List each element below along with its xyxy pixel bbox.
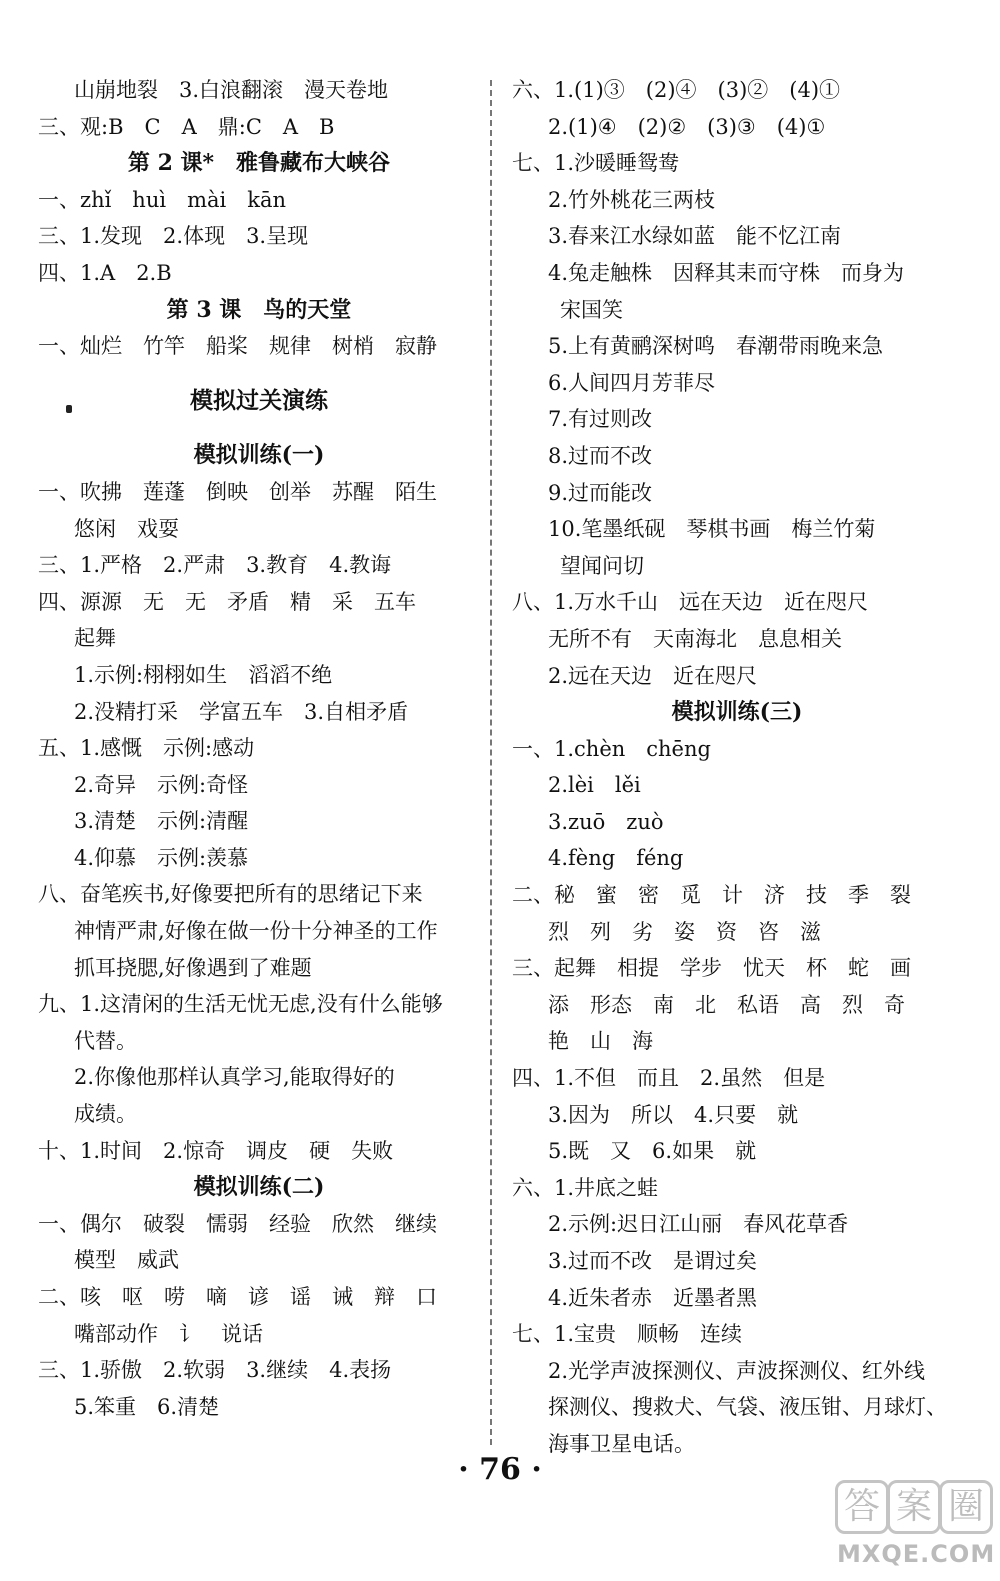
- answer-line: 八、奋笔疾书,好像要把所有的思绪记下来: [38, 882, 423, 907]
- answer-line: 神情严肃,好像在做一份十分神圣的工作: [74, 919, 438, 944]
- answer-line: 2.(1)④ (2)② (3)③ (4)①: [548, 114, 826, 139]
- answer-line: 二、秘 蜜 密 觅 计 济 技 季 裂: [512, 883, 911, 908]
- answer-line: 一、偶尔 破裂 懦弱 经验 欣然 继续: [38, 1211, 437, 1236]
- answer-line: 二、咳 呕 唠 嘀 谚 谣 诫 辩 口: [38, 1285, 437, 1309]
- answer-line: 2.lèi lěi: [548, 773, 641, 798]
- answer-line: 无所不有 天南海北 息息相关: [548, 626, 842, 651]
- answer-line: 添 形态 南 北 私语 高 烈 奇: [548, 992, 905, 1017]
- answer-line: 5.既 又 6.如果 就: [548, 1139, 757, 1164]
- answer-line: 3.过而不改 是谓过矣: [548, 1249, 758, 1273]
- answer-line: 5.笨重 6.清楚: [74, 1394, 220, 1419]
- answer-line: 四、1.A 2.B: [38, 260, 172, 285]
- answer-line: 艳 山 海: [548, 1029, 653, 1054]
- answer-line: 10.笔墨纸砚 琴棋书画 梅兰竹菊: [548, 517, 876, 542]
- answer-line: 一、1.chèn chēng: [512, 736, 711, 761]
- answer-line: 九、1.这清闲的生活无忧无虑,没有什么能够: [38, 992, 443, 1017]
- answer-line: 四、1.不但 而且 2.虽然 但是: [512, 1066, 826, 1091]
- answer-line: 三、起舞 相提 学步 忧天 杯 蛇 画: [512, 956, 911, 981]
- answer-line: 4.仰慕 示例:羡慕: [74, 845, 249, 870]
- answer-line: 9.过而能改: [548, 480, 653, 505]
- answer-line: 4.近朱者赤 近墨者黑: [548, 1285, 758, 1310]
- answer-line: 抓耳挠腮,好像遇到了难题: [74, 955, 312, 980]
- left-answer-column: [38, 72, 480, 1425]
- watermark-glyph: 圈: [939, 1480, 993, 1534]
- answer-line: 4.兔走触株 因释其耒而守株 而身为: [548, 260, 905, 285]
- right-answer-column: [512, 72, 962, 1463]
- answer-line: 海事卫星电话。: [548, 1431, 695, 1456]
- answer-line: 宋国笑: [560, 297, 623, 322]
- answer-line: 十、1.时间 2.惊奇 调皮 硬 失败: [38, 1138, 394, 1163]
- answer-line: 模型 威武: [74, 1248, 179, 1273]
- answer-line: 三、观:B C A 鼎:C A B: [38, 114, 335, 139]
- section-heading: 第 2 课* 雅鲁藏布大峡谷: [127, 150, 391, 177]
- answer-line: 8.过而不改: [548, 443, 653, 468]
- watermark-glyph: 答: [835, 1480, 889, 1534]
- watermark-logo: [835, 1478, 996, 1570]
- answer-line: 2.奇异 示例:奇怪: [74, 772, 249, 797]
- answer-line: 六、1.井底之蛙: [512, 1175, 659, 1200]
- page-number: · 76 ·: [458, 1452, 542, 1487]
- answer-line: 三、1.骄傲 2.软弱 3.继续 4.表扬: [38, 1358, 392, 1383]
- answer-line: 嘴部动作 讠 说话: [74, 1321, 263, 1346]
- answer-line: 三、1.严格 2.严肃 3.教育 4.教诲: [38, 553, 392, 578]
- answer-line: 探测仪、搜救犬、气袋、液压钳、月球灯、: [548, 1395, 947, 1420]
- answer-line: 成绩。: [74, 1102, 137, 1127]
- section-heading: 模拟过关演练: [190, 386, 328, 414]
- ink-speck: [66, 405, 72, 413]
- answer-line: 一、吹拂 莲蓬 倒映 创举 苏醒 陌生: [38, 479, 437, 504]
- answer-line: 7.有过则改: [548, 407, 653, 432]
- answer-line: 3.因为 所以 4.只要 就: [548, 1102, 799, 1127]
- section-heading: 模拟训练(三): [671, 699, 803, 726]
- section-heading: 模拟训练(一): [193, 442, 325, 469]
- answer-line: 5.上有黄鹂深树鸣 春潮带雨晚来急: [548, 334, 884, 359]
- answer-line: 2.远在天边 近在咫尺: [548, 663, 758, 688]
- answer-line: 3.清楚 示例:清醒: [74, 809, 249, 834]
- watermark-glyph: 案: [887, 1480, 941, 1534]
- answer-line: 3.春来江水绿如蓝 能不忆江南: [548, 224, 842, 249]
- answer-line: 2.没精打采 学富五车 3.自相矛盾: [74, 699, 409, 724]
- answer-line: 一、灿烂 竹竿 船桨 规律 树梢 寂静: [38, 334, 437, 359]
- answer-line: 烈 列 劣 姿 资 咨 滋: [548, 919, 821, 944]
- spacer: [38, 419, 480, 437]
- section-heading: 第 3 课 鸟的天堂: [166, 296, 352, 323]
- answer-line: 一、zhǐ huì mài kān: [38, 187, 286, 212]
- answer-line: 五、1.感慨 示例:感动: [38, 736, 255, 761]
- answer-line: 悠闲 戏耍: [74, 516, 179, 541]
- answer-line: 八、1.万水千山 远在天边 近在咫尺: [512, 590, 869, 615]
- answer-line: 2.光学声波探测仪、声波探测仪、红外线: [548, 1358, 926, 1383]
- answer-line: 四、源源 无 无 矛盾 精 采 五车: [38, 589, 416, 614]
- answer-line: 七、1.沙暖睡鸳鸯: [512, 151, 680, 176]
- answer-line: 1.示例:栩栩如生 滔滔不绝: [74, 662, 333, 687]
- answer-line: 4.fèng féng: [548, 846, 684, 871]
- answer-line: 2.竹外桃花三两枝: [548, 187, 716, 212]
- column-divider: [490, 80, 492, 1445]
- answer-line: 山崩地裂 3.白浪翻滚 漫天卷地: [74, 78, 389, 102]
- answer-line: 六、1.(1)③ (2)④ (3)② (4)①: [512, 78, 841, 102]
- answer-line: 代替。: [74, 1028, 137, 1053]
- answer-line: 3.zuō zuò: [548, 809, 664, 834]
- answer-line: 2.示例:迟日江山丽 春风花草香: [548, 1212, 849, 1237]
- answer-line: 6.人间四月芳菲尽: [548, 370, 716, 395]
- answer-line: 2.你像他那样认真学习,能取得好的: [74, 1065, 395, 1090]
- watermark-site: MXQE.COM: [837, 1540, 996, 1568]
- spacer: [38, 365, 480, 383]
- answer-line: 望闻问切: [560, 553, 644, 578]
- answer-line: 七、1.宝贵 顺畅 连续: [512, 1322, 743, 1347]
- answer-line: 三、1.发现 2.体现 3.呈现: [38, 224, 309, 249]
- section-heading: 模拟训练(二): [193, 1174, 325, 1201]
- answer-line: 起舞: [74, 626, 116, 651]
